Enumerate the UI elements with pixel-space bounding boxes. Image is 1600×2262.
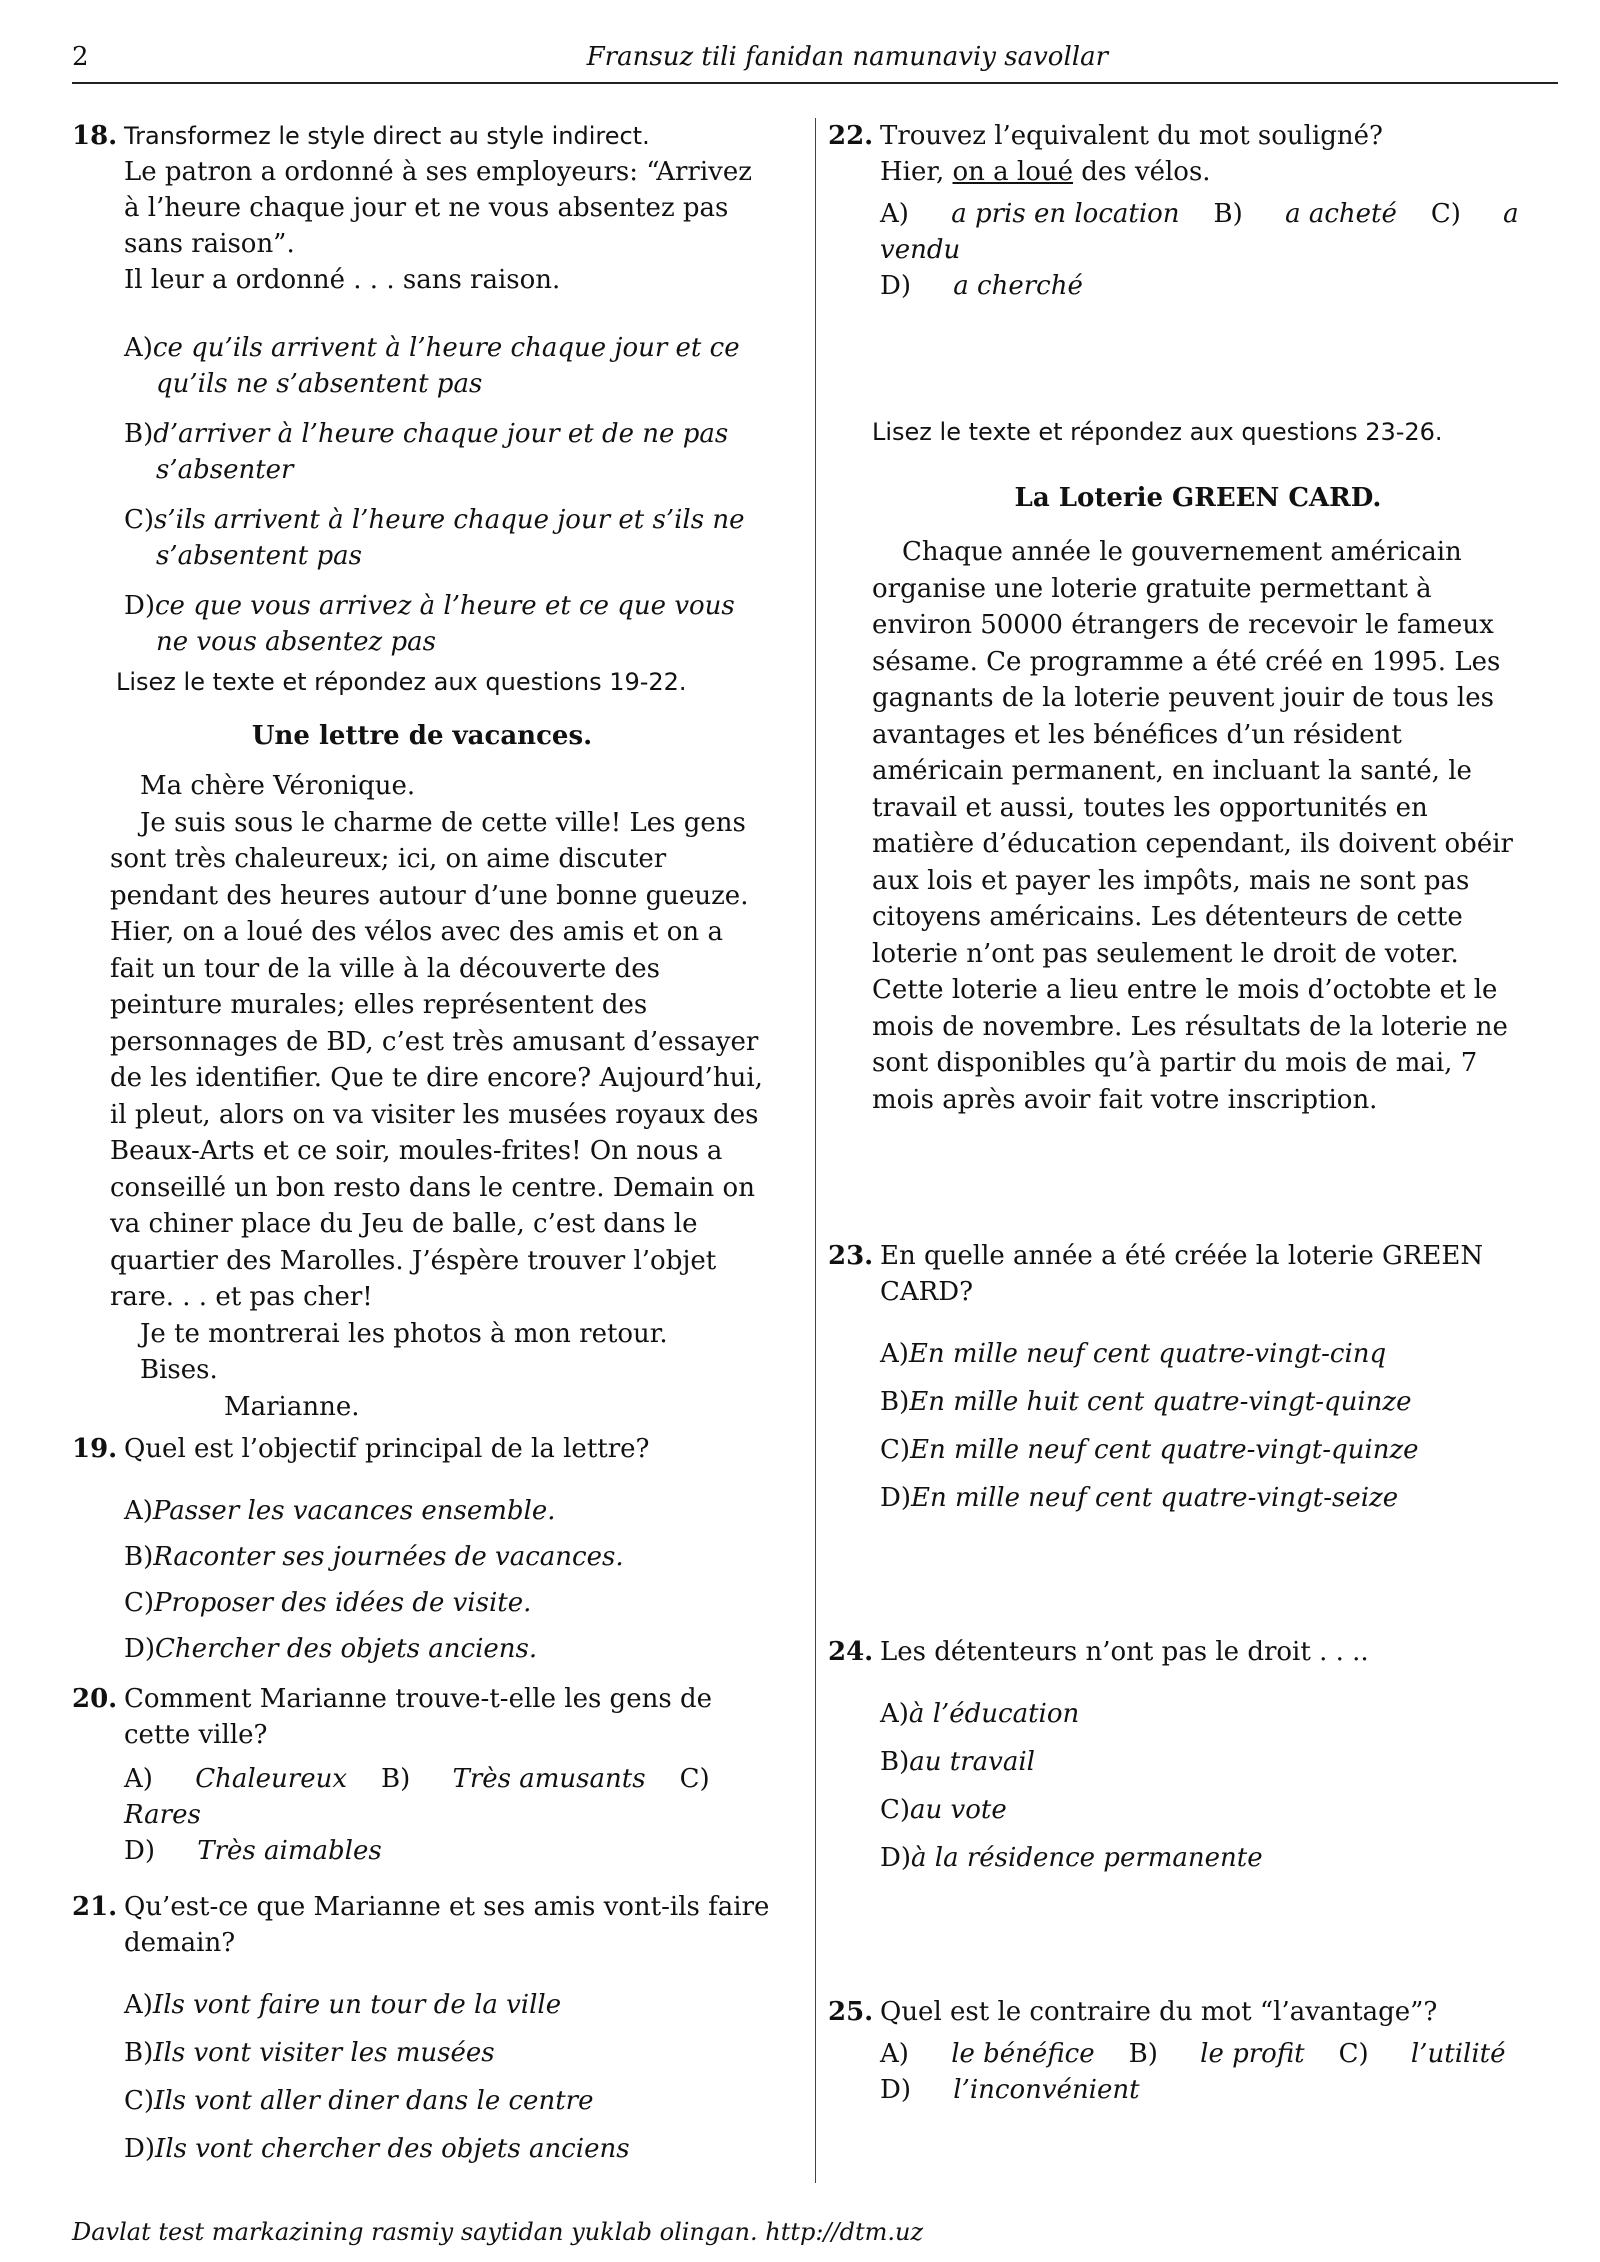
option-d[interactable]: D)Chercher des objets anciens. <box>124 1634 538 1664</box>
question-prompt: Transformez le style direct au style indirect. <box>124 122 650 150</box>
question-24 <box>828 1634 1528 1670</box>
question-prompt: Qu’est-ce que Marianne et ses amis vont-ils faire demain? <box>124 1892 770 1958</box>
letter-signature: Marianne. <box>224 1391 360 1422</box>
option-b[interactable]: B)Raconter ses journées de vacances. <box>124 1542 624 1572</box>
letter-title: Une lettre de vacances. <box>251 721 593 751</box>
options-21 <box>124 1987 772 2167</box>
option-b[interactable]: B) le profit <box>1128 2039 1305 2069</box>
letter-closing: Je te montrerai les photos à mon retour. <box>140 1318 668 1349</box>
option-b[interactable]: B) a acheté <box>1213 199 1397 229</box>
question-20 <box>72 1681 772 1753</box>
option-a[interactable]: A) Chaleureux <box>124 1764 347 1794</box>
option-d[interactable]: D)En mille neuf cent quatre-vingt-seize <box>880 1483 1399 1513</box>
option-b[interactable]: B) Très amusants <box>381 1764 646 1794</box>
option-a[interactable]: A)ce qu’ils arrivent à l’heure chaque jour et ce qu’ils ne s’absentent pas <box>124 333 740 399</box>
question-prompt: Trouvez l’equivalent du mot souligné? <box>880 121 1383 151</box>
options-23 <box>880 1336 1528 1516</box>
option-c[interactable]: C) a vendu <box>880 199 1519 265</box>
options-25 <box>880 2036 1528 2108</box>
question-prompt: Comment Marianne trouve-t-elle les gens de cette ville? <box>124 1684 712 1750</box>
underlined-word: on a loué <box>952 157 1074 187</box>
option-c[interactable]: C) l’utilité <box>1338 2039 1506 2069</box>
option-d[interactable]: D)Ils vont chercher des objets anciens <box>124 2134 630 2164</box>
right-column <box>828 118 1528 2108</box>
question-number: 24. <box>828 1637 874 1667</box>
option-c[interactable]: C)Proposer des idées de visite. <box>124 1588 532 1618</box>
question-number: 21. <box>72 1892 118 1922</box>
question-number: 23. <box>828 1241 874 1271</box>
question-18 <box>72 118 772 298</box>
loterie-body: Chaque année le gouvernement américain organise une loterie gratuite permettant à environ 50000 étrangers de recevoir le fameux sésame. Ce programme a été créé en 1995. Les gagnants de la loterie peuvent jouir de tous les avantages et les bénéfices d’un résident américain permanent, en incluant la santé, le travail et aussi, toutes les opportunités en matière d’éducation cependant, ils doivent obéir aux lois et payer les impôts, mais ne sont pas citoyens américains. Les détenteurs de cette loterie n’ont pas seulement le droit de voter. Cette loterie a lieu entre le mois d’octobte et le mois de novembre. Les résultats de la loterie ne sont disponibles qu’à partir du mois de mai, 7 mois après avoir fait votre inscription. <box>872 537 1513 1115</box>
letter-body: Je suis sous le charme de cette ville! Les gens sont très chaleureux; ici, on aime discuter pendant des heures autour d’une bonne gueuze. Hier, on a loué des vélos avec des amis et on a fait un tour de la ville à la découverte des peinture murales; elles représentent des personnages de BD, c’est très amusant d’essayer de les identifier. Que te dire encore? Aujourd’hui, il pleut, alors on va visiter les musées royaux des Beaux-Arts et ce soir, moules-frites! On nous a conseillé un bon resto dans le centre. Demain on va chiner place du Jeu de balle, c’est dans le quartier des Marolles. J’éspère trouver l’objet rare. . . et pas cher! <box>110 807 763 1312</box>
options-20 <box>124 1761 772 1869</box>
letter-greeting: Ma chère Véronique. <box>140 771 416 801</box>
option-c[interactable]: C)au vote <box>880 1795 1007 1825</box>
reading-instruction: Lisez le texte et répondez aux questions 23-26. <box>872 418 1443 446</box>
question-sentence: Hier, on a loué des vélos. <box>880 157 1211 187</box>
options-24 <box>880 1696 1528 1876</box>
option-c[interactable]: C)Ils vont aller diner dans le centre <box>124 2086 594 2116</box>
option-b[interactable]: B)En mille huit cent quatre-vingt-quinze <box>880 1387 1412 1417</box>
question-stem: Il leur a ordonné . . . sans raison. <box>124 265 561 295</box>
running-title: Fransuz tili fanidan namunaviy savollar <box>586 42 1108 72</box>
question-number: 20. <box>72 1684 118 1714</box>
options-19 <box>124 1493 772 1667</box>
question-22 <box>828 118 1528 190</box>
question-body: Le patron a ordonné à ses employeurs: “Arrivez à l’heure chaque jour et ne vous absentez pas sans raison”. <box>124 157 752 259</box>
question-prompt: Les détenteurs n’ont pas le droit . . .. <box>880 1637 1369 1667</box>
option-a[interactable]: A) a pris en location <box>880 199 1180 229</box>
option-b[interactable]: B)Ils vont visiter les musées <box>124 2038 495 2068</box>
option-a[interactable]: A) le bénéfice <box>880 2039 1095 2069</box>
question-23 <box>828 1238 1528 1310</box>
option-a[interactable]: A)Passer les vacances ensemble. <box>124 1496 556 1526</box>
option-a[interactable]: A)Ils vont faire un tour de la ville <box>124 1990 562 2020</box>
page-footer: Davlat test markazining rasmiy saytidan yuklab olingan. http://dtm.uz <box>72 2218 924 2246</box>
option-b[interactable]: B)au travail <box>880 1747 1035 1777</box>
left-column <box>72 118 772 2177</box>
question-number: 18. <box>72 121 118 151</box>
reading-instruction: Lisez le texte et répondez aux questions 19-22. <box>116 668 687 696</box>
option-c[interactable]: C) Rares <box>124 1764 710 1830</box>
option-a[interactable]: A)En mille neuf cent quatre-vingt-cinq <box>880 1339 1387 1369</box>
option-d[interactable]: D)à la résidence permanente <box>880 1843 1263 1873</box>
loterie-text <box>828 534 1528 1118</box>
option-d[interactable]: D) l’inconvénient <box>880 2075 1140 2105</box>
question-19 <box>72 1431 772 1467</box>
options-22 <box>880 196 1528 304</box>
options-18 <box>124 330 772 660</box>
letter-bises: Bises. <box>140 1355 218 1385</box>
question-prompt: Quel est l’objectif principal de la lettre? <box>124 1434 650 1464</box>
option-b[interactable]: B)d’arriver à l’heure chaque jour et de ne pas s’absenter <box>124 419 729 485</box>
page-header <box>72 42 1558 84</box>
loterie-title: La Loterie GREEN CARD. <box>1014 483 1382 513</box>
column-divider <box>815 118 816 2183</box>
question-25 <box>828 1994 1528 2030</box>
question-number: 19. <box>72 1434 118 1464</box>
option-c[interactable]: C)s’ils arrivent à l’heure chaque jour et s’ils ne s’absentent pas <box>124 505 745 571</box>
option-d[interactable]: D) Très aimables <box>124 1836 382 1866</box>
page-number: 2 <box>72 42 89 72</box>
option-a[interactable]: A)à l’éducation <box>880 1699 1080 1729</box>
option-d[interactable]: D) a cherché <box>880 271 1083 301</box>
question-number: 25. <box>828 1997 874 2027</box>
question-21 <box>72 1889 772 1961</box>
question-number: 22. <box>828 121 874 151</box>
question-prompt: Quel est le contraire du mot “l’avantage”? <box>880 1997 1438 2027</box>
letter-text <box>72 768 772 1425</box>
option-c[interactable]: C)En mille neuf cent quatre-vingt-quinze <box>880 1435 1419 1465</box>
option-d[interactable]: D)ce que vous arrivez à l’heure et ce que vous ne vous absentez pas <box>124 591 735 657</box>
question-prompt: En quelle année a été créée la loterie GREEN CARD? <box>880 1241 1484 1307</box>
